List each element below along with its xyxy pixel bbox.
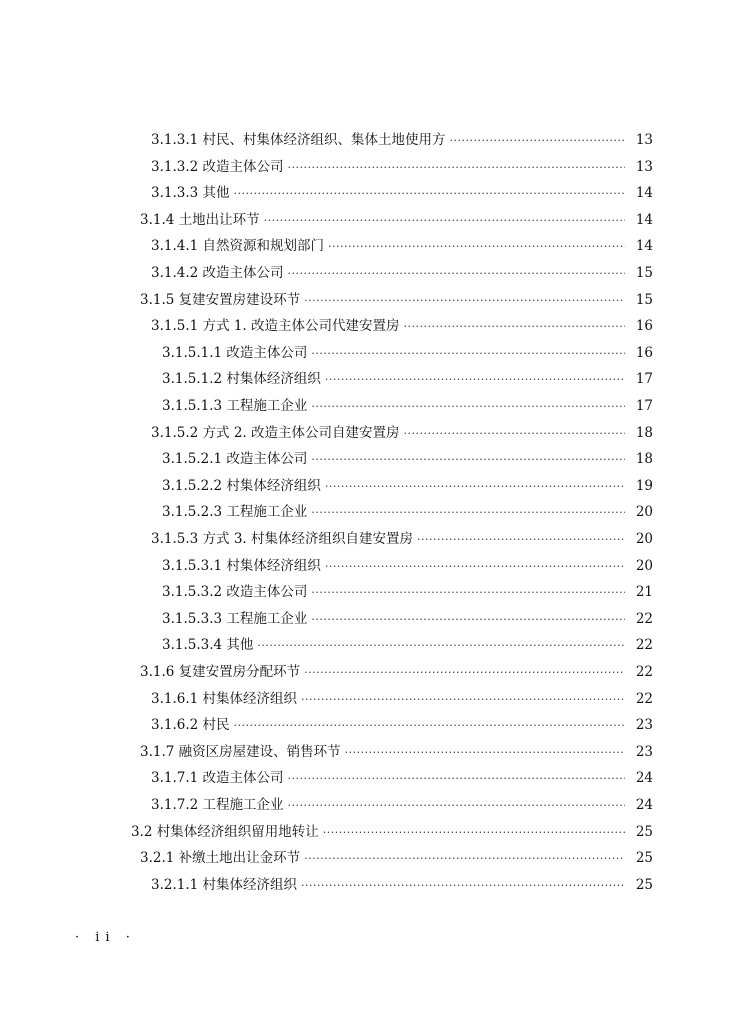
toc-entry[interactable] — [151, 314, 653, 338]
toc-dot-leader — [304, 289, 625, 313]
toc-entry-page: 15 — [635, 291, 653, 308]
toc-dot-leader — [417, 528, 625, 552]
toc-entry-page: 23 — [635, 717, 653, 734]
toc-entry-title: 3.1.6.2 村民 — [151, 717, 230, 734]
toc-dot-leader — [311, 448, 625, 472]
toc-entry[interactable] — [162, 633, 653, 657]
toc-dot-leader — [288, 156, 625, 180]
toc-entry-title: 3.1.7 融资区房屋建设、销售环节 — [140, 743, 341, 760]
toc-entry[interactable] — [151, 155, 653, 179]
toc-dot-leader — [234, 182, 625, 206]
toc-entry[interactable] — [140, 846, 653, 870]
toc-entry-page: 17 — [635, 371, 653, 388]
toc-entry-page: 15 — [635, 265, 653, 281]
toc-entry-title: 3.1.5.3.2 改造主体公司 — [162, 584, 308, 601]
toc-entry[interactable] — [140, 740, 653, 764]
toc-entry-title: 3.1.3.3 其他 — [151, 185, 230, 202]
page-number: · ii · — [75, 930, 136, 945]
toc-entry-title: 3.1.5.2.1 改造主体公司 — [162, 451, 308, 468]
toc-dot-leader — [450, 129, 625, 153]
toc-entry[interactable] — [151, 687, 653, 711]
toc-dot-leader — [264, 209, 625, 233]
toc-entry-title: 3.1.3.1 村民、村集体经济组织、集体土地使用方 — [151, 132, 446, 148]
toc-dot-leader — [304, 661, 625, 685]
toc-entry-page: 18 — [635, 451, 653, 468]
toc-entry[interactable] — [140, 660, 653, 684]
toc-entry-title: 3.1.4 土地出让环节 — [140, 211, 260, 228]
toc-entry-title: 3.1.5.1.1 改造主体公司 — [162, 344, 308, 361]
toc-dot-leader — [325, 368, 625, 392]
toc-entry-title: 3.1.4.2 改造主体公司 — [151, 265, 284, 281]
toc-entry-title: 3.1.3.2 改造主体公司 — [151, 158, 284, 175]
toc-entry-page: 25 — [635, 876, 653, 893]
toc-entry[interactable] — [151, 527, 653, 551]
toc-entry[interactable] — [151, 234, 653, 258]
toc-entry-title: 3.2 村集体经济组织留用地转让 — [131, 823, 319, 840]
toc-entry-page: 22 — [635, 610, 653, 627]
toc-entry-title: 3.1.5.2.2 村集体经济组织 — [162, 477, 321, 494]
toc-entry-page: 21 — [635, 584, 653, 601]
toc-entry-title: 3.1.5.2.3 工程施工企业 — [162, 504, 308, 521]
toc-entry-page: 24 — [635, 797, 653, 813]
toc-entry-title: 3.1.5.1 方式 1. 改造主体公司代建安置房 — [151, 318, 400, 335]
toc-entry-title: 3.1.6 复建安置房分配环节 — [140, 664, 301, 680]
toc-dot-leader — [403, 315, 625, 339]
toc-entry-page: 22 — [635, 637, 653, 654]
toc-entry-title: 3.1.7.2 工程施工企业 — [151, 797, 284, 813]
toc-dot-leader — [311, 342, 625, 366]
toc-entry[interactable] — [162, 580, 653, 604]
toc-dot-leader — [323, 821, 625, 845]
toc-entry-page: 24 — [635, 770, 653, 787]
toc-entry-page: 20 — [635, 531, 653, 547]
toc-entry-page: 22 — [635, 690, 653, 707]
toc-entry[interactable] — [151, 261, 653, 285]
toc-dot-leader — [304, 847, 625, 871]
toc-dot-leader — [325, 475, 625, 499]
toc-entry-page: 20 — [635, 504, 653, 521]
toc-entry-title: 3.1.5.1.2 村集体经济组织 — [162, 371, 321, 388]
toc-entry-title: 3.1.7.1 改造主体公司 — [151, 770, 284, 787]
toc-entry-page: 16 — [635, 318, 653, 335]
toc-entry-title: 3.1.5.3.3 工程施工企业 — [162, 610, 308, 627]
toc-entry-page: 16 — [635, 344, 653, 361]
toc-entry[interactable] — [151, 873, 653, 897]
toc-entry-page: 22 — [635, 664, 653, 680]
toc-entry[interactable] — [151, 421, 653, 445]
toc-entry-title: 3.2.1.1 村集体经济组织 — [151, 876, 298, 893]
toc-entry[interactable] — [162, 367, 653, 391]
toc-entry-page: 13 — [635, 132, 653, 148]
toc-entry-page: 25 — [635, 823, 653, 840]
toc-entry[interactable] — [151, 793, 653, 817]
toc-dot-leader — [301, 874, 625, 898]
toc-dot-leader — [311, 581, 625, 605]
toc-entry-page: 25 — [635, 850, 653, 867]
toc-entry-page: 17 — [635, 398, 653, 414]
toc-dot-leader — [311, 608, 625, 632]
toc-dot-leader — [301, 688, 625, 712]
toc-entry[interactable] — [162, 341, 653, 365]
toc-entry[interactable] — [162, 554, 653, 578]
toc-entry-page: 14 — [635, 211, 653, 228]
toc-entry[interactable] — [151, 713, 653, 737]
toc-entry-page: 14 — [635, 238, 653, 255]
toc-entry-title: 3.1.6.1 村集体经济组织 — [151, 690, 298, 707]
toc-entry[interactable] — [131, 820, 653, 844]
toc-entry-page: 19 — [635, 477, 653, 494]
toc-entry[interactable] — [140, 288, 653, 312]
toc-dot-leader — [288, 767, 625, 791]
toc-entry-page: 23 — [635, 743, 653, 760]
toc-entry-page: 14 — [635, 185, 653, 202]
toc-entry-title: 3.1.5 复建安置房建设环节 — [140, 291, 301, 308]
toc-entry-page: 13 — [635, 158, 653, 175]
toc-dot-leader — [403, 422, 625, 446]
toc-entry-title: 3.2.1 补缴土地出让金环节 — [140, 850, 301, 867]
toc-entry-title: 3.1.5.1.3 工程施工企业 — [162, 398, 308, 414]
toc-entry-title: 3.1.5.3.1 村集体经济组织 — [162, 557, 321, 574]
toc-dot-leader — [234, 714, 625, 738]
toc-entry-page: 18 — [635, 424, 653, 441]
toc-dot-leader — [288, 794, 625, 818]
toc-dot-leader — [311, 501, 625, 525]
toc-entry-title: 3.1.5.3.4 其他 — [162, 637, 254, 654]
toc-entry[interactable] — [162, 394, 653, 418]
toc-dot-leader — [257, 634, 625, 658]
toc-entry[interactable] — [151, 128, 653, 152]
toc-entry[interactable] — [162, 447, 653, 471]
toc-dot-leader — [288, 262, 625, 286]
toc-dot-leader — [328, 235, 625, 259]
toc-entry-page: 20 — [635, 557, 653, 574]
toc-entry[interactable] — [162, 607, 653, 631]
toc-entry[interactable] — [151, 181, 653, 205]
toc-entry[interactable] — [162, 500, 653, 524]
toc-entry-title: 3.1.4.1 自然资源和规划部门 — [151, 238, 325, 255]
toc-entry-title: 3.1.5.3 方式 3. 村集体经济组织自建安置房 — [151, 531, 413, 547]
toc-dot-leader — [311, 395, 625, 419]
toc-dot-leader — [325, 555, 625, 579]
toc-entry[interactable] — [162, 474, 653, 498]
toc-entry-title: 3.1.5.2 方式 2. 改造主体公司自建安置房 — [151, 424, 400, 441]
toc-dot-leader — [345, 741, 625, 765]
toc-entry[interactable] — [151, 766, 653, 790]
toc-entry[interactable] — [140, 208, 653, 232]
